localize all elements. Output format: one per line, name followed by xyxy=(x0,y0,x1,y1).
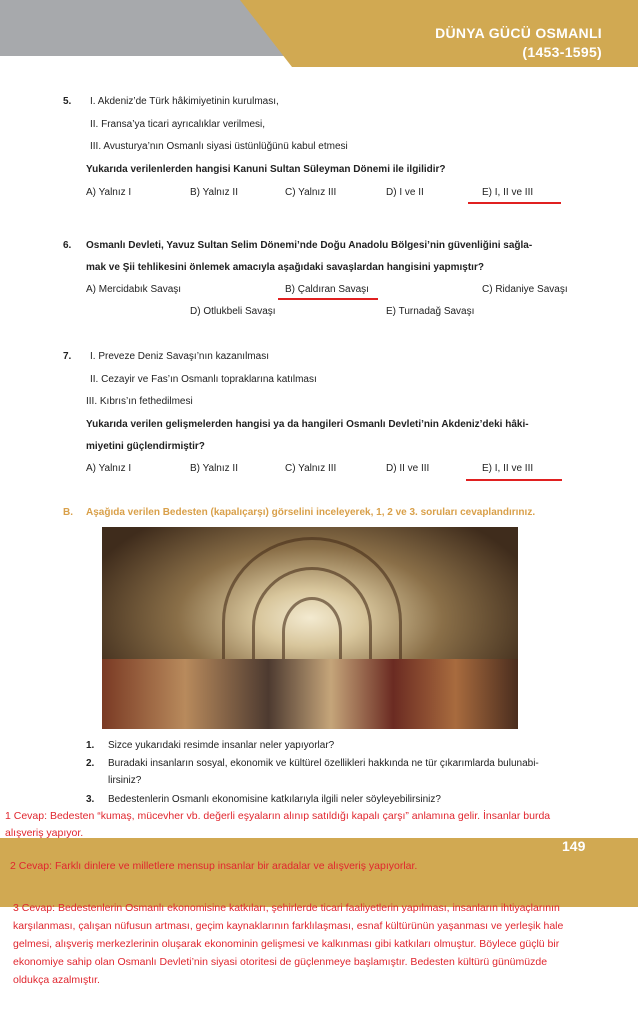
answer-underline xyxy=(466,479,562,481)
chapter-title xyxy=(435,24,602,62)
q6-option-d[interactable]: D) Otlukbeli Savaşı xyxy=(190,306,276,317)
q6-option-a[interactable]: A) Mercidabık Savaşı xyxy=(86,284,182,295)
sub-question-text: lirsiniz? xyxy=(108,775,142,786)
q7-option-a[interactable]: A) Yalnız I xyxy=(86,463,132,474)
q5-option-e[interactable]: E) I, II ve III xyxy=(482,187,534,198)
q5-number: 5. xyxy=(63,96,72,107)
q6-option-b[interactable]: B) Çaldıran Savaşı xyxy=(285,284,369,295)
q6-option-e[interactable]: E) Turnadağ Savaşı xyxy=(386,306,475,317)
sub-question-number: 3. xyxy=(86,794,95,805)
answer-1 xyxy=(5,808,550,842)
answer-3-line: 3 Cevap: Bedestenlerin Osmanlı ekonomisine katkıları, şehirlerde ticari faaliyetlerin yapılması, insanların ihtiyaçlarının xyxy=(13,902,560,914)
bedesten-painting xyxy=(102,527,518,729)
sub-question-number: 2. xyxy=(86,758,95,769)
sub-question-number: 1. xyxy=(86,740,95,751)
chapter-title-text: DÜNYA GÜCÜ OSMANLI xyxy=(435,25,602,41)
q7-item: II. Cezayir ve Fas’ın Osmanlı topraklarına katılması xyxy=(90,374,317,385)
q5-item: I. Akdeniz’de Türk hâkimiyetinin kurulması, xyxy=(90,96,279,107)
q7-option-c[interactable]: C) Yalnız III xyxy=(285,463,337,474)
q7-question: Yukarıda verilen gelişmelerden hangisi ya da hangileri Osmanlı Devleti’nin Akdeniz’deki hâki- xyxy=(86,419,529,430)
q5-option-b[interactable]: B) Yalnız II xyxy=(190,187,238,198)
answer-underline xyxy=(278,298,378,300)
page-number: 149 xyxy=(562,838,586,854)
answer-underline xyxy=(468,202,561,204)
q5-item: II. Fransa’ya ticari ayrıcalıklar verilmesi, xyxy=(90,119,266,130)
q6-question: mak ve Şii tehlikesini önlemek amacıyla aşağıdaki savaşlardan hangisini yapmıştır? xyxy=(86,262,484,273)
answer-3-line: gelmesi, alışveriş merkezlerinin oluşarak ekonominin gelişmesi ve kalkınması gibi katkıları olmuştur. Böylece güçlü bir xyxy=(13,938,560,950)
sub-question-text: Sizce yukarıdaki resimde insanlar neler yapıyorlar? xyxy=(108,740,335,751)
sub-question-text: Buradaki insanların sosyal, ekonomik ve kültürel özellikleri hakkında ne tür çıkarımlarda bulunabi- xyxy=(108,758,539,769)
q5-question: Yukarıda verilenlerden hangisi Kanuni Sultan Süleyman Dönemi ile ilgilidir? xyxy=(86,164,446,175)
answer-3-line: karşılanması, çalışan nüfusun artması, geçim kaynaklarının farklılaşması, esnaf kültürünün yaşanması ve yerleşik hale xyxy=(13,920,564,932)
q7-item: I. Preveze Deniz Savaşı’nın kazanılması xyxy=(90,351,269,362)
answer-3-line: oldukça azalmıştır. xyxy=(13,974,100,986)
q7-option-e[interactable]: E) I, II ve III xyxy=(482,463,534,474)
q7-number: 7. xyxy=(63,351,72,362)
q7-item: III. Kıbrıs’ın fethedilmesi xyxy=(86,396,193,407)
sub-question-text: Bedestenlerin Osmanlı ekonomisine katkılarıyla ilgili neler söyleyebilirsiniz? xyxy=(108,794,441,805)
q6-option-c[interactable]: C) Ridaniye Savaşı xyxy=(482,284,568,295)
answer-2: 2 Cevap: Farklı dinlere ve milletlere mensup insanlar bir aradalar ve alışveriş yapıyorlar. xyxy=(10,860,418,872)
q7-option-d[interactable]: D) II ve III xyxy=(386,463,430,474)
answer-3 xyxy=(13,899,563,989)
section-b-label: B. xyxy=(63,507,73,518)
section-b-instructions: Aşağıda verilen Bedesten (kapalıçarşı) görselini inceleyerek, 1, 2 ve 3. soruları cevaplandırınız. xyxy=(86,507,536,518)
q7-question: miyetini güçlendirmiştir? xyxy=(86,441,205,452)
answer-1-line: alışveriş yapıyor. xyxy=(5,827,84,839)
q6-question: Osmanlı Devleti, Yavuz Sultan Selim Dönemi’nde Doğu Anadolu Bölgesi’nin güvenliğini sağla- xyxy=(86,240,533,251)
q7-option-b[interactable]: B) Yalnız II xyxy=(190,463,238,474)
q5-item: III. Avusturya’nın Osmanlı siyasi üstünlüğünü kabul etmesi xyxy=(90,141,348,152)
chapter-years: (1453-1595) xyxy=(522,44,602,60)
q5-option-a[interactable]: A) Yalnız I xyxy=(86,187,132,198)
answer-1-line: 1 Cevap: Bedesten “kumaş, mücevher vb. değerli eşyaların alınıp satıldığı kapalı çarşı” anlamına gelir. İnsanlar burda xyxy=(5,810,551,822)
q5-option-d[interactable]: D) I ve II xyxy=(386,187,424,198)
q5-option-c[interactable]: C) Yalnız III xyxy=(285,187,337,198)
q6-number: 6. xyxy=(63,240,72,251)
answer-3-line: ekonomiye sahip olan Osmanlı Devleti’nin siyasi otoritesi de güçlenmeye başlamıştır. Bedesten kültürü günümüzde xyxy=(13,956,548,968)
